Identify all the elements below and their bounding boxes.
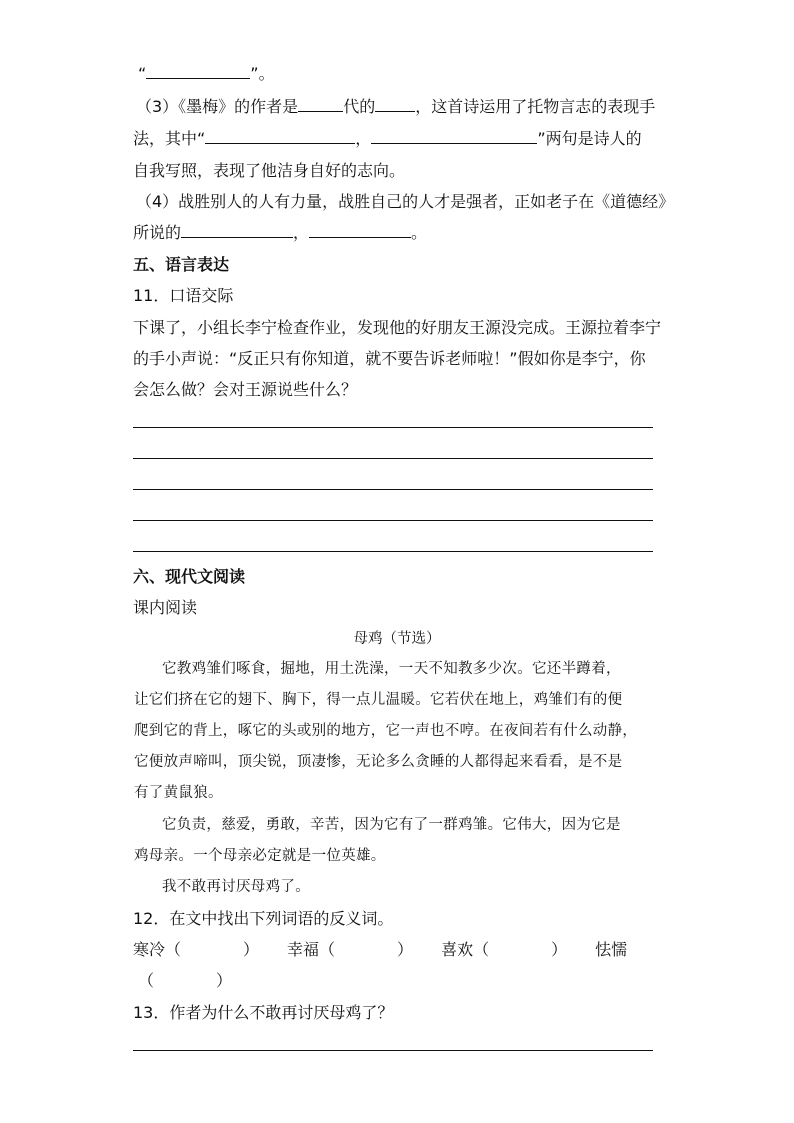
q11-title: 11．口语交际 [133, 286, 234, 305]
q10-cont-line [138, 64, 275, 84]
q10-p3-text-d: 法，其中“ [133, 129, 206, 148]
answer-line[interactable] [133, 489, 653, 490]
passage-line: 它教鸡雏们啄食，掘地，用土洗澡，一天不知教多少次。它还半蹲着， [162, 661, 621, 677]
q10-p4-line2 [133, 223, 427, 243]
answer-blank[interactable] [375, 97, 415, 112]
passage-line: 它便放声啼叫，顶尖锐，顶凄惨，无论多么贪睡的人都得起来看看，是不是 [134, 754, 623, 770]
q10-p3-text-e: ， [355, 129, 372, 148]
q10-p4-line1: （4）战胜别人的人有力量，战胜自己的人才是强者，正如老子在《道德经》 [136, 192, 675, 211]
q12-last-line [138, 971, 232, 991]
passage-line: 鸡母亲。一个母亲必定就是一位英雄。 [134, 848, 386, 864]
q12-item-1-open: 寒冷（ [133, 940, 182, 959]
q10-p3-line3: 自我写照，表现了他洁身自好的志向。 [133, 161, 406, 180]
passage-line: 我不敢再讨厌母鸡了。 [162, 879, 310, 895]
passage-title: 母鸡（节选） [353, 631, 441, 647]
q11-text-line2: 的手小声说：“反正只有你知道，就不要告诉老师啦！”假如你是李宁，你 [133, 349, 646, 368]
answer-line[interactable] [133, 427, 653, 428]
q10-p4-text-b: 所说的 [133, 223, 182, 242]
passage-line: 有了黄鼠狼。 [134, 785, 223, 801]
q12-item-1-close: ） [243, 940, 260, 959]
answer-line[interactable] [133, 458, 653, 459]
section-heading-6: 六、现代文阅读 [133, 567, 246, 586]
passage-line: 让它们挤在它的翅下、胸下，得一点儿温暖。它若伏在地上，鸡雏们有的便 [134, 692, 623, 708]
q12-items-line [133, 940, 627, 960]
q12-item-3-close: ） [551, 940, 568, 959]
q10-p3-line2 [133, 129, 642, 149]
q12-item-2-open: 幸福（ [287, 940, 336, 959]
q10-p3-line1 [136, 97, 655, 117]
answer-blank[interactable] [205, 129, 355, 144]
answer-blank[interactable] [371, 129, 537, 144]
answer-blank[interactable] [146, 64, 250, 79]
q10-p3-text-c: ，这首诗运用了托物言志的表现手 [415, 97, 656, 116]
q10-cont-close: ”。 [250, 64, 275, 83]
passage-line: 它负责，慈爱，勇敢，辛苦，因为它有了一群鸡雏。它伟大，因为它是 [162, 817, 621, 833]
q10-p4-text-d: 。 [411, 223, 428, 242]
q13-title: 13．作者为什么不敢再讨厌母鸡了？ [133, 1003, 394, 1022]
q10-cont-open: “ [138, 64, 147, 83]
answer-line[interactable] [133, 551, 653, 552]
q12-item-3-open: 喜欢（ [441, 940, 490, 959]
passage-line: 爬到它的背上，啄它的头或别的地方，它一声也不哼。在夜间若有什么动静， [134, 723, 638, 739]
q11-text-line1: 下课了，小组长李宁检查作业，发现他的好朋友王源没完成。王源拉着李宁 [133, 318, 662, 337]
q12-item-2-close: ） [397, 940, 414, 959]
q10-p4-text-c: ， [293, 223, 310, 242]
q12-item-4-open: （ [138, 971, 155, 990]
q10-p3-text-f: ”两句是诗人的 [537, 129, 642, 148]
q10-p3-text-a: （3）《墨梅》的作者是 [136, 97, 299, 116]
answer-blank[interactable] [298, 97, 343, 112]
answer-line[interactable] [133, 1050, 653, 1051]
answer-blank[interactable] [309, 223, 411, 238]
section-heading-5: 五、语言表达 [133, 255, 230, 274]
q12-title: 12．在文中找出下列词语的反义词。 [133, 909, 394, 928]
q10-p3-text-b: 代的 [343, 97, 376, 116]
answer-line[interactable] [133, 520, 653, 521]
q11-text-line3: 会怎么做？会对王源说些什么？ [133, 380, 358, 399]
answer-blank[interactable] [181, 223, 293, 238]
q12-item-4-close: ） [216, 971, 233, 990]
reading-subheading: 课内阅读 [133, 598, 198, 617]
q12-item-4-label: 怯懦 [595, 940, 628, 959]
